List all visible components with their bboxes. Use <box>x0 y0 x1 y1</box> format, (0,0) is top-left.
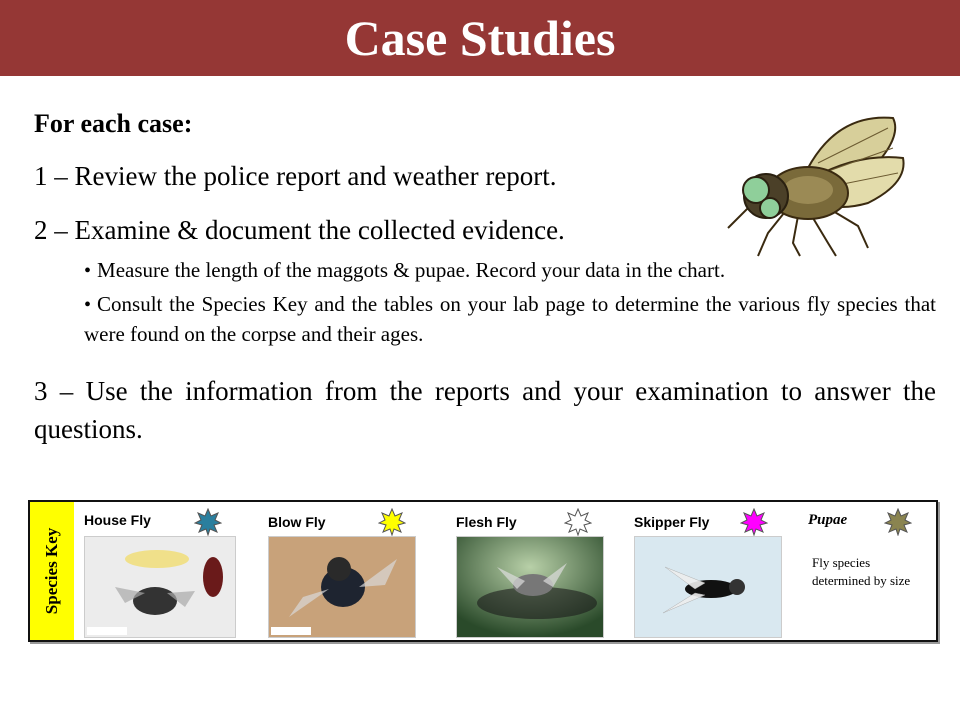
fly-clipart <box>718 108 908 258</box>
skipper-fly-photo <box>634 536 782 638</box>
flesh-fly-photo <box>456 536 604 638</box>
star-icon <box>884 508 912 536</box>
star-icon <box>740 508 768 536</box>
species-key <box>28 500 938 642</box>
star-icon <box>564 508 592 536</box>
step-2: 2 – Examine & document the collected evidence. <box>34 215 565 245</box>
step-3: 3 – Use the information from the reports and your examination to answer the questions. <box>34 376 936 444</box>
species-key-side <box>30 502 74 640</box>
star-icon <box>378 508 406 536</box>
card-label: Flesh Fly <box>456 514 517 530</box>
slide-title: Case Studies <box>344 10 616 66</box>
blow-fly-photo <box>268 536 416 638</box>
card-label: House Fly <box>84 512 151 528</box>
card-flesh-fly <box>456 508 606 638</box>
card-house-fly <box>84 508 236 638</box>
bullet-1-text: Measure the length of the maggots & pupae. Record your data in the chart. <box>97 258 726 282</box>
card-label: Blow Fly <box>268 514 326 530</box>
card-blow-fly <box>268 508 418 638</box>
card-skipper-fly <box>634 508 784 638</box>
pupae-note: Fly species determined by size <box>812 555 911 588</box>
step-1: 1 – Review the police report and weather report. <box>34 161 557 191</box>
card-label: Skipper Fly <box>634 514 710 530</box>
pupae-label: Pupae <box>808 512 848 528</box>
species-key-label: Species Key <box>42 527 61 615</box>
bullet-2: • Consult the Species Key and the tables on your lab page to determine the various fly species that were found on the corpse and their ages. <box>84 292 936 346</box>
card-pupae <box>804 508 930 638</box>
house-fly-photo <box>84 536 236 638</box>
bullet-2-text: Consult the Species Key and the tables on your lab page to determine the various fly species that were found on the corpse and their ages. <box>84 292 936 346</box>
lead-text: For each case: <box>34 109 193 138</box>
bullet-1: • Measure the length of the maggots & pupae. Record your data in the chart. <box>84 258 726 282</box>
star-icon <box>194 508 222 536</box>
